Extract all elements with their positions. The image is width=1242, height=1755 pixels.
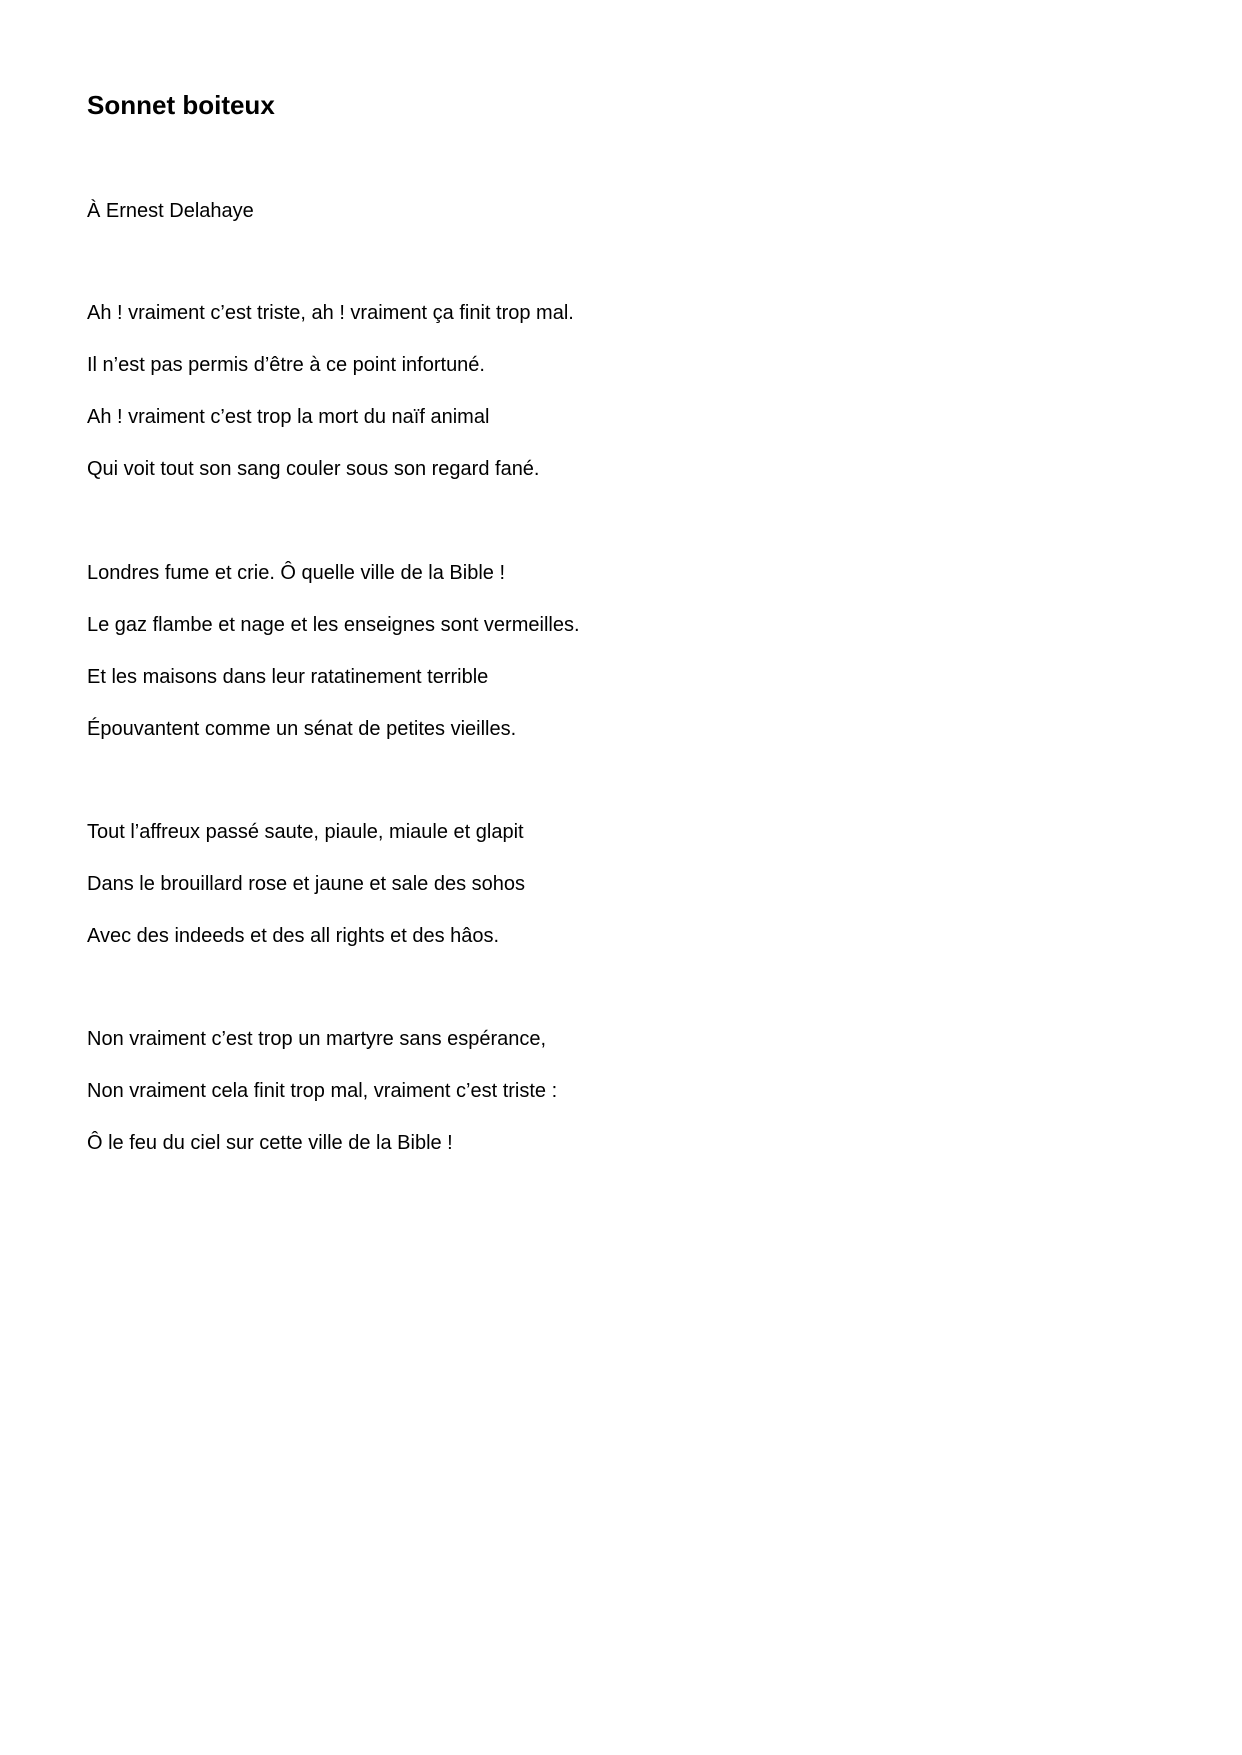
verse-line: Tout l’affreux passé saute, piaule, miaule et glapit [87,821,524,843]
verse-line: Ô le feu du ciel sur cette ville de la Bible ! [87,1132,453,1154]
poem-title: Sonnet boiteux [87,90,275,120]
verse-line: Non vraiment cela finit trop mal, vraiment c’est triste : [87,1080,558,1102]
verse-line: Non vraiment c’est trop un martyre sans espérance, [87,1028,547,1050]
verse-line: Le gaz flambe et nage et les enseignes sont vermeilles. [87,614,580,636]
verse-line: Londres fume et crie. Ô quelle ville de la Bible ! [87,562,505,584]
verse-line: Ah ! vraiment c’est triste, ah ! vraiment ça finit trop mal. [87,302,574,324]
stanza-3 [87,818,525,974]
verse-line: Dans le brouillard rose et jaune et sale des sohos [87,873,526,895]
verse-line: Qui voit tout son sang couler sous son regard fané. [87,458,540,480]
verse-line: Avec des indeeds et des all rights et des hâos. [87,925,500,947]
verse-line: Il n’est pas permis d’être à ce point infortuné. [87,354,485,376]
stanza-2 [87,559,580,767]
poem-dedication: À Ernest Delahaye [87,200,254,222]
stanza-4 [87,1025,557,1181]
stanza-1 [87,299,574,507]
verse-line: Épouvantent comme un sénat de petites vieilles. [87,718,517,740]
verse-line: Ah ! vraiment c’est trop la mort du naïf animal [87,406,490,428]
verse-line: Et les maisons dans leur ratatinement terrible [87,666,489,688]
